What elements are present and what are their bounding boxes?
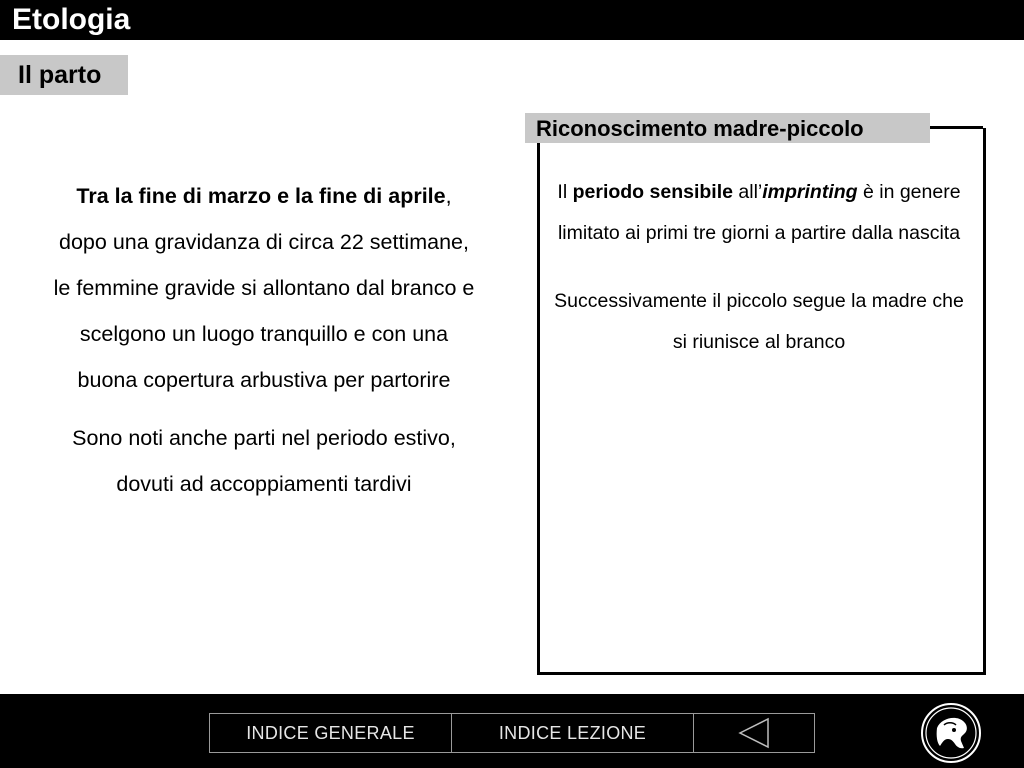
section-title: Il parto <box>18 61 102 89</box>
main-paragraph-1-rest: , dopo una gravidanza di circa 22 settimane, le femmine gravide si allontano dal branco e scelgono un luogo tranquillo e con una buona copertura arbustiva per partorire <box>53 184 475 392</box>
info-p1-text-c: all’ <box>732 181 763 203</box>
info-paragraph-2: Successivamente il piccolo segue la madre che si riunisce al branco <box>554 290 964 353</box>
section-title-tab <box>0 55 128 95</box>
app-title: Etologia <box>12 3 131 36</box>
main-paragraph-1 <box>50 173 478 403</box>
info-p1-bold: periodo sensibile <box>572 181 733 203</box>
main-text <box>50 173 478 507</box>
main-paragraph-1-bold: Tra la fine di marzo e la fine di aprile <box>76 184 446 208</box>
top-bar <box>0 0 1024 40</box>
back-button[interactable] <box>693 713 815 753</box>
info-box-text <box>550 172 968 363</box>
back-triangle-icon <box>737 717 771 749</box>
info-box-title-tab <box>525 113 930 143</box>
info-p1-bold-italic: imprinting <box>762 181 858 203</box>
indice-lezione-button[interactable]: INDICE LEZIONE <box>451 713 694 753</box>
info-box-title: Riconoscimento madre-piccolo <box>536 116 864 141</box>
info-p1-text-a: Il <box>557 181 573 203</box>
info-box-top-border <box>930 126 983 129</box>
indice-generale-button[interactable]: INDICE GENERALE <box>209 713 452 753</box>
info-p1-text-e: è in genere limitato ai primi tre giorni a partire dalla nascita <box>557 181 961 244</box>
info-paragraph-1 <box>550 172 968 254</box>
deer-head-logo-icon[interactable] <box>920 702 982 764</box>
main-paragraph-2: Sono noti anche parti nel periodo estivo, dovuti ad accoppiamenti tardivi <box>72 426 456 496</box>
